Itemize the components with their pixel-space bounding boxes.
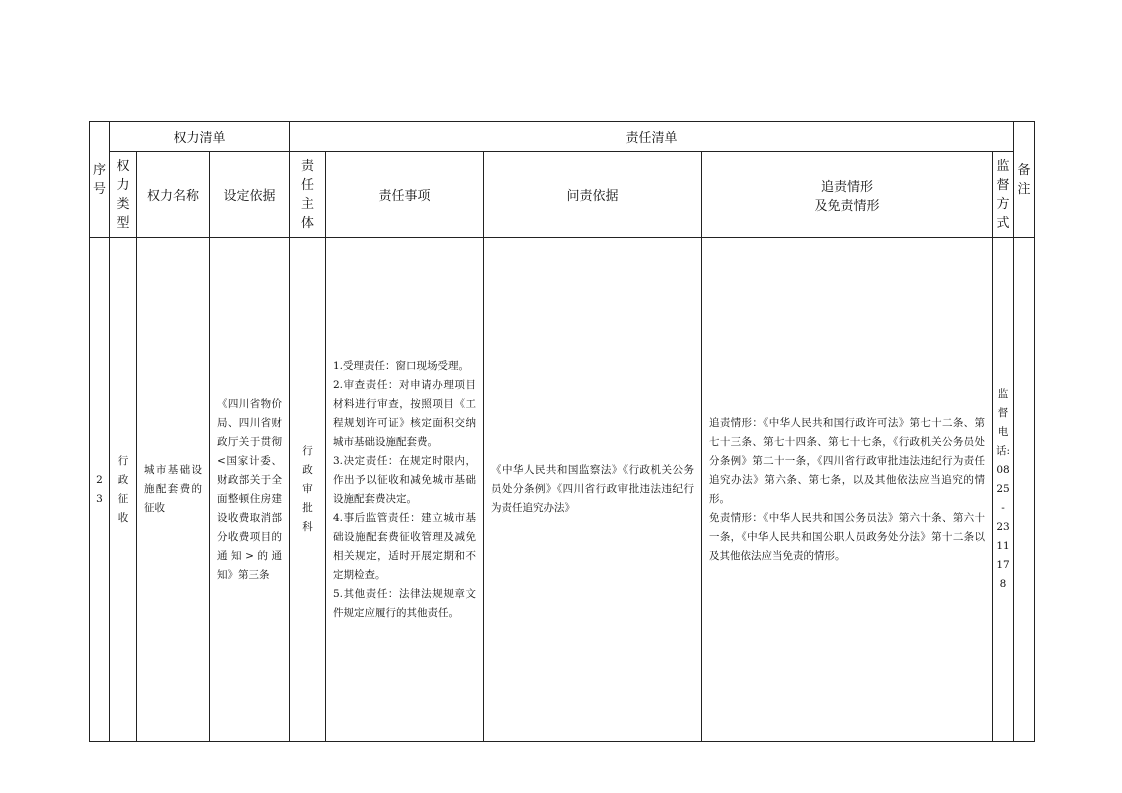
row-accountability-situations: 追责情形：《中华人民共和国行政许可法》第七十二条、第七十三条、第七十四条、第七十七条，《行政机关公务员处分条例》第二十一条，《四川省行政审批违法违纪行为责任追究办法》第六条、第七条，以及其他依法应当追究的情形。 免责情形：《中华人民共和国公务员法》第六十条、第六十一条，《中华人民共和国公职人员政务处分法》第十二条以及其他依法应当免责的情形。 <box>702 238 993 742</box>
header-supervision-method: 监 督 方 式 <box>993 152 1014 238</box>
header-power-type: 权 力 类 型 <box>110 152 137 238</box>
row-power-type: 行 政 征 收 <box>110 238 137 742</box>
row-supervision-method: 监 督 电 话: 08 25 - 23 11 17 8 <box>993 238 1014 742</box>
power-responsibility-table <box>89 121 1035 742</box>
header-power-list: 权力清单 <box>110 122 290 152</box>
row-remarks <box>1014 238 1035 742</box>
header-power-name: 权力名称 <box>137 152 210 238</box>
header-seq: 序 号 <box>90 122 110 238</box>
row-seq: 2 3 <box>90 238 110 742</box>
row-accountability-basis: 《中华人民共和国监察法》《行政机关公务员处分条例》《四川省行政审批违法违纪行为责任追究办法》 <box>484 238 702 742</box>
row-responsibility-items: 1.受理责任：窗口现场受理。 2.审查责任：对申请办理项目材料进行审查，按照项目《工程规划许可证》核定面积交纳城市基础设施配套费。 3.决定责任：在规定时限内，作出予以征收和减免城市基础设施配套费决定。 4.事后监管责任：建立城市基础设施配套费征收管理及减免相关规定，适时开展定期和不定期检查。 5.其他责任：法律法规规章文件规定应履行的其他责任。 <box>326 238 484 742</box>
header-responsible-body: 责 任 主 体 <box>290 152 326 238</box>
header-legal-basis: 设定依据 <box>210 152 290 238</box>
table-row <box>90 238 1035 742</box>
header-responsibility-items: 责任事项 <box>326 152 484 238</box>
header-accountability-basis: 问责依据 <box>484 152 702 238</box>
header-accountability-situations: 追责情形 及免责情形 <box>702 152 993 238</box>
row-power-name: 城市基础设施配套费的征收 <box>137 238 210 742</box>
row-legal-basis: 《四川省物价局、四川省财政厅关于贯彻<国家计委、财政部关于全面整顿住房建设收费取消部分收费项目的通知>的通知》第三条 <box>210 238 290 742</box>
header-remarks: 备 注 <box>1014 122 1035 238</box>
row-responsible-body: 行 政 审 批 科 <box>290 238 326 742</box>
header-responsibility-list: 责任清单 <box>290 122 1014 152</box>
